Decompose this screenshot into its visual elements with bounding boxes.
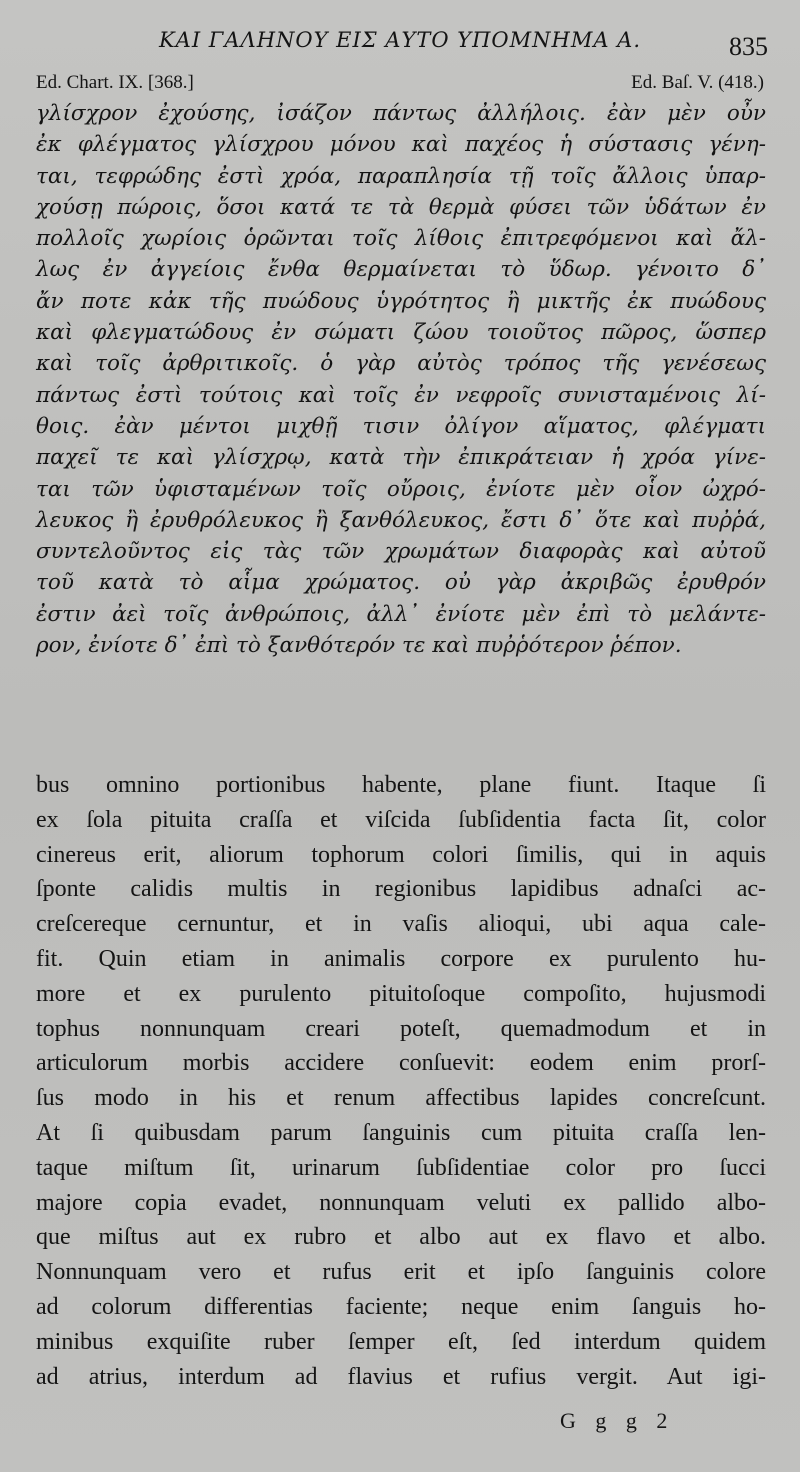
latin-line: taque miſtum ſit, urinarum ſubſidentiae color pro ſucci — [36, 1154, 766, 1181]
latin-line: majore copia evadet, nonnunquam veluti ex pallido albo- — [36, 1189, 766, 1216]
greek-line: συντελοῦντος εἰς τὰς τῶν χρωμάτων διαφορὰς καὶ αὐτοῦ — [36, 539, 766, 565]
greek-line: ται τῶν ὑφισταμένων τοῖς οὔροις, ἐνίοτε μὲν οἷον ὠχρό- — [36, 476, 766, 502]
latin-line: minibus exquiſite ruber ſemper eſt, ſed interdum quidem — [36, 1328, 766, 1355]
greek-line: γλίσχρον ἐχούσης, ἰσάζον πάντως ἀλλήλοις. ἐὰν μὲν οὖν — [36, 101, 766, 126]
running-head: ΚΑΙ ΓΑΛΗΝΟΥ ΕΙΣ ΑΥΤΟ ΥΠΟΜΝΗΜΑ Α. — [158, 28, 641, 52]
greek-line: θοις. ἐὰν μέντοι μιχθῇ τισιν ὀλίγον αἵματος, φλέγματι — [36, 413, 766, 439]
latin-line: Nonnunquam vero et rufus erit et ipſo ſanguinis colore — [36, 1259, 766, 1286]
latin-line: creſcereque cernuntur, et in vaſis alioqui, ubi aqua cale- — [36, 911, 766, 938]
latin-line: ſus modo in his et renum affectibus lapides concreſcunt. — [36, 1085, 766, 1112]
greek-line: ἐστιν ἀεὶ τοῖς ἀνθρώποις, ἀλλ᾽ ἐνίοτε μὲν ἐπὶ τὸ μελάντε- — [36, 601, 766, 627]
page-number: 835 — [729, 32, 768, 61]
greek-line: ρον, ἐνίοτε δ᾽ ἐπὶ τὸ ξανθότερόν τε καὶ πυῤῥότερον ῥέπον. — [36, 633, 682, 659]
latin-text-block — [36, 768, 766, 1394]
latin-line: ex ſola pituita craſſa et viſcida ſubſidentia facta ſit, color — [36, 806, 766, 833]
latin-line: ſponte calidis multis in regionibus lapidibus adnaſci ac- — [36, 876, 766, 903]
greek-line: ἄν ποτε κἀκ τῆς πυώδους ὑγρότητος ἢ μικτῆς ἐκ πυώδους — [36, 288, 766, 314]
greek-line: καὶ τοῖς ἀρθριτικοῖς. ὁ γὰρ αὐτὸς τρόπος τῆς γενέσεως — [36, 351, 766, 377]
latin-line: que miſtus aut ex rubro et albo aut ex flavo et albo. — [36, 1224, 766, 1251]
greek-text-block — [36, 98, 766, 661]
greek-line: παχεῖ τε καὶ γλίσχρῳ, κατὰ τὴν ἐπικράτειαν ἡ χρόα γίνε- — [36, 445, 766, 471]
greek-line: καὶ φλεγματώδους ἐν σώματι ζώου τοιοῦτος πῶρος, ὥσπερ — [36, 320, 766, 346]
greek-line: πάντως ἐστὶ τούτοις καὶ τοῖς ἐν νεφροῖς συνισταμένοις λί- — [36, 382, 766, 408]
latin-line: articulorum morbis accidere conſuevit: eodem enim prorſ- — [36, 1050, 766, 1077]
greek-line: πολλοῖς χωρίοις ὁρῶνται τοῖς λίθοις ἐπιτρεφόμενοι καὶ ἄλ- — [36, 226, 766, 252]
latin-line: more et ex purulento pituitoſoque compoſito, hujusmodi — [36, 980, 766, 1007]
latin-line: tophus nonnunquam creari poteſt, quemadmodum et in — [36, 1015, 766, 1042]
edition-chartier-ref: Ed. Chart. IX. [368.] — [36, 72, 194, 93]
greek-line: λευκος ἢ ἐρυθρόλευκος ἢ ξανθόλευκος, ἔστι δ᾽ ὅτε καὶ πυῤῥά, — [36, 507, 766, 533]
latin-line: ad colorum differentias faciente; neque enim ſanguis ho- — [36, 1293, 766, 1320]
latin-line: bus omnino portionibus habente, plane fiunt. Itaque ſi — [36, 772, 766, 798]
greek-line: λως ἐν ἀγγείοις ἔνθα θερμαίνεται τὸ ὕδωρ. γένοιτο δ᾽ — [36, 257, 766, 283]
latin-line: ad atrius, interdum ad flavius et rufius vergit. Aut igi- — [36, 1363, 766, 1390]
edition-basel-ref: Ed. Baſ. V. (418.) — [631, 72, 764, 93]
latin-line: At ſi quibusdam parum ſanguinis cum pituita craſſa len- — [36, 1119, 766, 1146]
latin-line: cinereus erit, aliorum tophorum colori ſimilis, qui in aquis — [36, 841, 766, 868]
signature-mark: G g g 2 — [560, 1408, 675, 1433]
greek-line: ἐκ φλέγματος γλίσχρου μόνου καὶ παχέος ἡ σύστασις γένη- — [36, 132, 766, 158]
latin-line: fit. Quin etiam in animalis corpore ex purulento hu- — [36, 945, 766, 972]
greek-line: τοῦ κατὰ τὸ αἷμα χρώματος. οὐ γὰρ ἀκριβῶς ἐρυθρόν — [36, 570, 766, 596]
greek-line: ται, τεφρώδης ἐστὶ χρόα, παραπλησία τῇ τοῖς ἄλλοις ὑπαρ- — [36, 163, 766, 189]
greek-line: χούσῃ πώροις, ὅσοι κατά τε τὰ θερμὰ φύσει τῶν ὑδάτων ἐν — [36, 194, 766, 220]
